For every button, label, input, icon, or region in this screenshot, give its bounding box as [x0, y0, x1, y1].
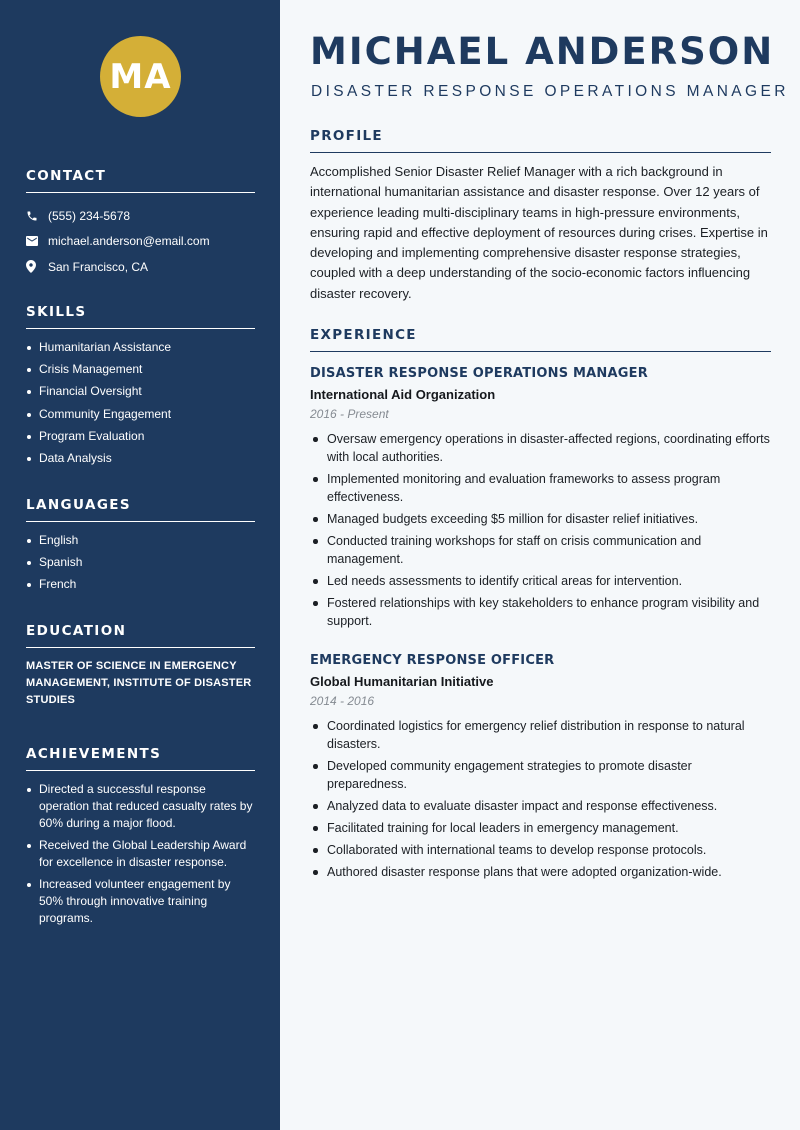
list-item: Program Evaluation: [26, 428, 255, 445]
phone-icon: [26, 210, 48, 222]
list-item: Authored disaster response plans that were adopted organization-wide.: [310, 863, 771, 881]
contact-heading: CONTACT: [26, 168, 255, 193]
list-item: Led needs assessments to identify critical areas for intervention.: [310, 572, 771, 590]
contact-section: [26, 168, 255, 280]
job-entry: [310, 366, 771, 634]
achievements-heading: ACHIEVEMENTS: [26, 746, 255, 771]
list-item: Community Engagement: [26, 406, 255, 423]
skills-section: [26, 304, 255, 472]
experience-section: [310, 327, 771, 352]
list-item: Conducted training workshops for staff on crisis communication and management.: [310, 532, 771, 568]
languages-list: [26, 532, 255, 593]
email-icon: [26, 236, 48, 246]
achievements-list: [26, 781, 255, 927]
list-item: Facilitated training for local leaders in emergency management.: [310, 819, 771, 837]
candidate-title: DISASTER RESPONSE OPERATIONS MANAGER: [311, 83, 789, 100]
list-item: Coordinated logistics for emergency relief distribution in response to natural disasters.: [310, 717, 771, 753]
profile-text: Accomplished Senior Disaster Relief Manager with a rich background in international humanitarian assistance and disaster response. Over 12 years of experience leading multi-disciplinary teams in high-pressure environments, ensuring rapid and effective deployment of resources during crises. Expertise in developing and implementing comprehensive disaster response strategies, coupled with a deep understanding of the socio-economic factors influencing disaster recovery.: [310, 164, 768, 301]
list-item: Data Analysis: [26, 450, 255, 467]
list-item: Implemented monitoring and evaluation frameworks to assess program effectiveness.: [310, 470, 771, 506]
list-item: Financial Oversight: [26, 383, 255, 400]
job-role: DISASTER RESPONSE OPERATIONS MANAGER: [310, 366, 648, 381]
sidebar: [0, 0, 280, 1130]
profile-heading: PROFILE: [310, 128, 771, 153]
list-item: Humanitarian Assistance: [26, 339, 255, 356]
list-item: Oversaw emergency operations in disaster-affected regions, coordinating efforts with local authorities.: [310, 430, 771, 466]
contact-phone-text[interactable]: (555) 234-5678: [48, 208, 131, 223]
achievements-section: [26, 746, 255, 933]
education-section: [26, 623, 255, 709]
job-dates: 2014 - 2016: [310, 694, 375, 708]
job-bullets: [310, 430, 771, 630]
contact-location-text: San Francisco, CA: [48, 259, 149, 274]
job-role: EMERGENCY RESPONSE OFFICER: [310, 653, 555, 668]
avatar: MA: [100, 36, 181, 117]
list-item: Developed community engagement strategies to promote disaster preparedness.: [310, 757, 771, 793]
skills-heading: SKILLS: [26, 304, 255, 329]
experience-heading: EXPERIENCE: [310, 327, 771, 352]
education-heading: EDUCATION: [26, 623, 255, 648]
list-item: Received the Global Leadership Award for excellence in disaster response.: [26, 837, 255, 871]
job-entry: [310, 653, 771, 885]
list-item: Fostered relationships with key stakeholders to enhance program visibility and support.: [310, 594, 771, 630]
list-item: Managed budgets exceeding $5 million for disaster relief initiatives.: [310, 510, 771, 528]
candidate-name: MICHAEL ANDERSON: [310, 30, 775, 73]
list-item: Spanish: [26, 554, 255, 571]
contact-location: [26, 254, 255, 280]
education-degree: MASTER OF SCIENCE IN EMERGENCY MANAGEMENT, INSTITUTE OF DISASTER STUDIES: [26, 660, 252, 706]
job-organization: Global Humanitarian Initiative: [310, 674, 494, 689]
skills-list: [26, 339, 255, 467]
list-item: Analyzed data to evaluate disaster impact and response effectiveness.: [310, 797, 771, 815]
languages-heading: LANGUAGES: [26, 497, 255, 522]
languages-section: [26, 497, 255, 599]
job-dates: 2016 - Present: [310, 407, 389, 421]
location-pin-icon: [26, 260, 48, 273]
contact-email: [26, 229, 255, 255]
profile-section: [310, 128, 771, 304]
contact-list: [26, 203, 255, 280]
list-item: Increased volunteer engagement by 50% through innovative training programs.: [26, 876, 255, 927]
list-item: Collaborated with international teams to develop response protocols.: [310, 841, 771, 859]
contact-phone: [26, 203, 255, 229]
job-organization: International Aid Organization: [310, 387, 496, 402]
list-item: English: [26, 532, 255, 549]
list-item: French: [26, 576, 255, 593]
list-item: Directed a successful response operation that reduced casualty rates by 60% during a major flood.: [26, 781, 255, 832]
list-item: Crisis Management: [26, 361, 255, 378]
contact-email-text[interactable]: michael.anderson@email.com: [48, 234, 210, 249]
job-bullets: [310, 717, 771, 881]
